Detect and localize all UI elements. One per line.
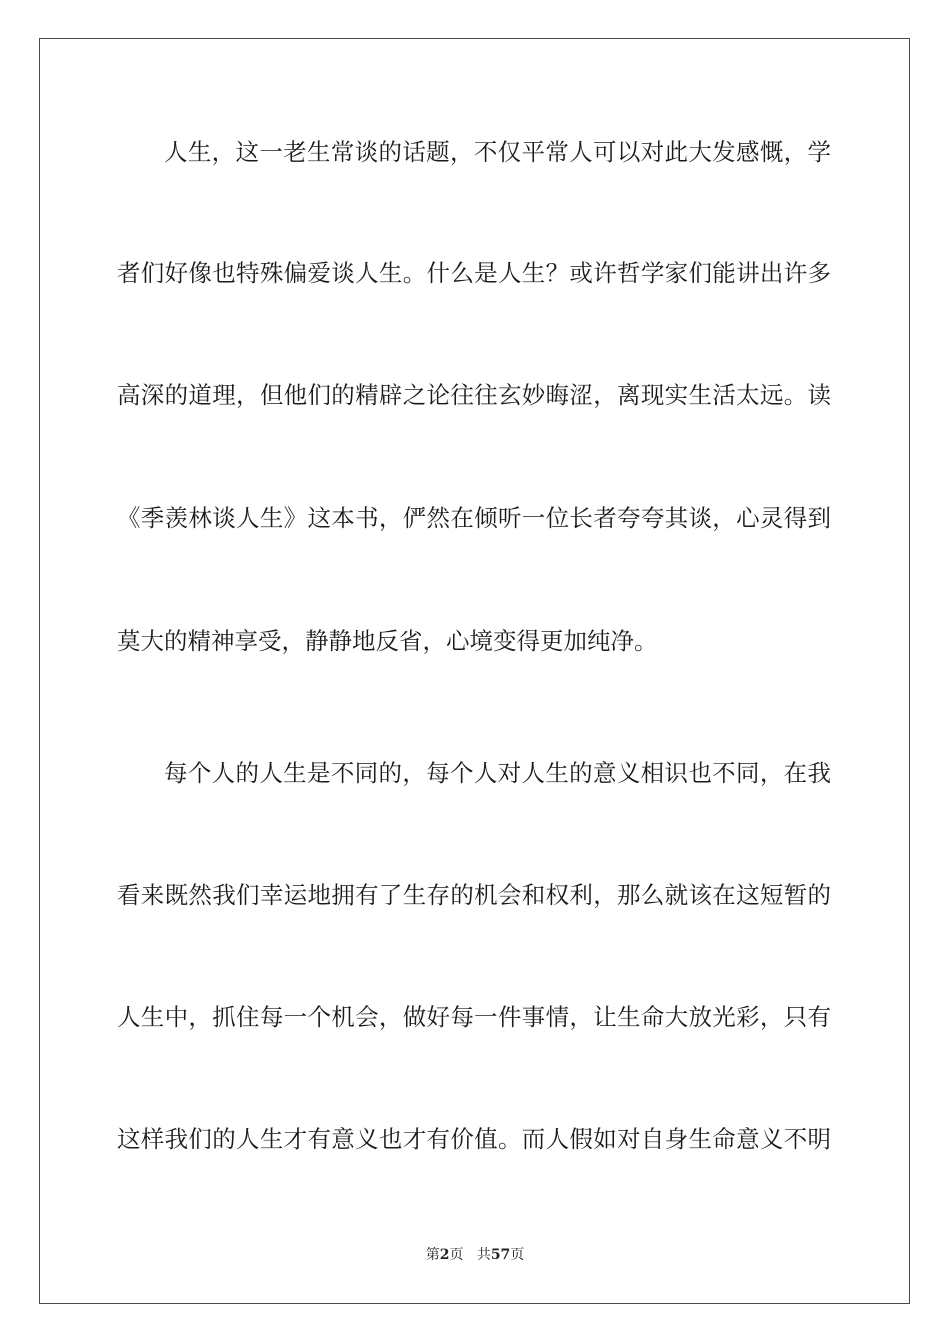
paragraph-line: 莫大的精神享受，静静地反省，心境变得更加纯净。 [117, 627, 658, 655]
total-pages: 57 [490, 1247, 511, 1263]
paragraph-line: 人生中，抓住每一个机会，做好每一件事情，让生命大放光彩，只有 [117, 1003, 831, 1031]
page-suffix: 页 [449, 1247, 464, 1263]
total-suffix: 页 [510, 1247, 525, 1263]
paragraph-line: 看来既然我们幸运地拥有了生存的机会和权利，那么就该在这短暂的 [117, 881, 831, 909]
paragraph-line: 高深的道理，但他们的精辟之论往往玄妙晦涩，离现实生活太远。读 [117, 381, 831, 409]
paragraph-line: 这样我们的人生才有意义也才有价值。而人假如对自身生命意义不明 [117, 1125, 831, 1153]
page-footer [0, 1246, 950, 1264]
paragraph-line: 《季羡林谈人生》这本书，俨然在倾听一位长者夸夸其谈，心灵得到 [117, 504, 831, 532]
paragraph-line: 每个人的人生是不同的，每个人对人生的意义相识也不同，在我 [164, 759, 831, 787]
page-prefix: 第 [425, 1247, 440, 1263]
paragraph-line: 人生，这一老生常谈的话题，不仅平常人可以对此大发感慨，学 [164, 138, 831, 166]
page-number: 2 [439, 1247, 450, 1263]
paragraph-line: 者们好像也特殊偏爱谈人生。什么是人生？或许哲学家们能讲出许多 [117, 259, 831, 287]
total-prefix: 共 [476, 1247, 491, 1263]
page-border [39, 38, 910, 1304]
